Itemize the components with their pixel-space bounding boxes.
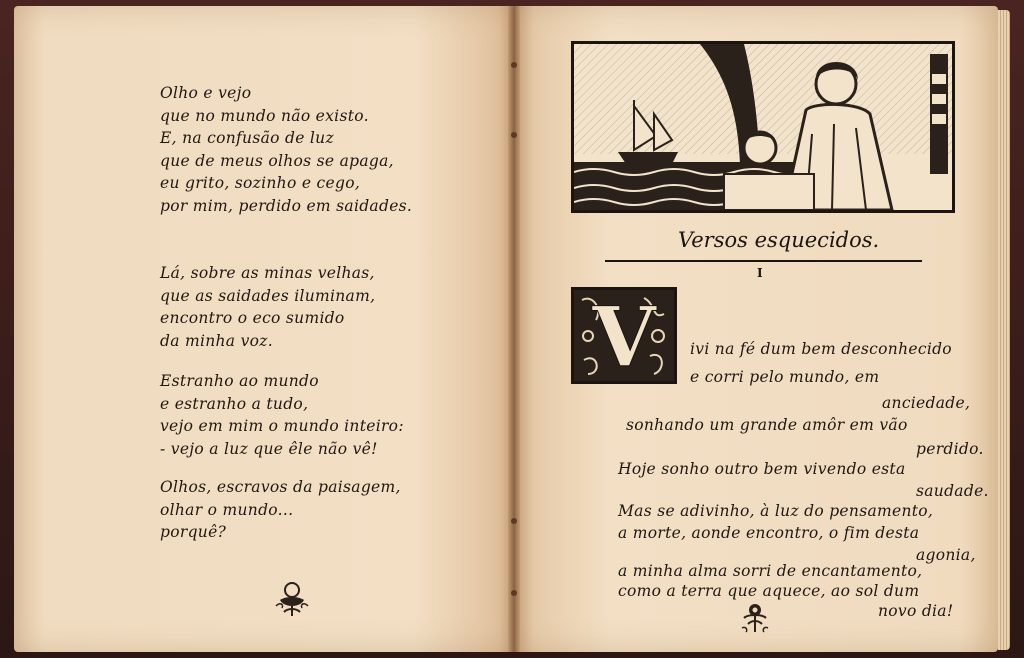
flower-ornament-icon xyxy=(738,600,772,636)
binding-stitch xyxy=(511,590,517,596)
poem-line: agonia, xyxy=(916,546,976,564)
section-number: I xyxy=(757,266,763,280)
poem-line: Mas se adivinho, à luz do pensamento, xyxy=(618,502,934,520)
poem-line: da minha voz. xyxy=(160,331,273,350)
poem-line: olhar o mundo... xyxy=(160,500,294,519)
poem-line: porquê? xyxy=(160,523,227,541)
poem-line: Hoje sonho outro bem vivendo esta xyxy=(618,460,906,478)
stanza-1 xyxy=(160,82,412,217)
poem-line: como a terra que aquece, ao sol dum xyxy=(618,582,920,600)
book-gutter xyxy=(508,6,520,652)
poem-line: a minha alma sorri de encantamento, xyxy=(618,562,923,580)
woodcut-illustration xyxy=(571,41,955,213)
poem-line: que no mundo não existo. xyxy=(160,106,369,125)
poem-line: novo dia! xyxy=(878,602,954,620)
poem-line: e corri pelo mundo, em xyxy=(690,368,880,386)
poem-line: que as saidades iluminam, xyxy=(160,286,376,305)
binding-stitch xyxy=(511,62,517,68)
page-title: Versos esquecidos. xyxy=(678,228,880,252)
poem-line: por mim, perdido em saidades. xyxy=(160,196,413,215)
poem-line: vejo em mim o mundo inteiro: xyxy=(160,417,404,435)
page-edges xyxy=(998,10,1010,650)
poem-line: Lá, sobre as minas velhas, xyxy=(160,264,375,282)
drop-cap-letter: V xyxy=(592,290,656,381)
poem-line: - vejo a luz que êle não vê! xyxy=(160,439,378,458)
stanza-2 xyxy=(160,262,375,352)
poem-line: encontro o eco sumido xyxy=(160,309,345,327)
poem-line: a morte, aonde encontro, o fim desta xyxy=(618,524,920,542)
binding-stitch xyxy=(511,518,517,524)
title-divider xyxy=(605,260,922,262)
poem-line: eu grito, sozinho e cego, xyxy=(160,174,361,192)
poem-line: Olho e vejo xyxy=(160,84,252,102)
poem-line: saudade. xyxy=(916,482,989,500)
binding-stitch xyxy=(511,132,517,138)
stanza-4 xyxy=(160,476,401,544)
stanza-3 xyxy=(160,370,404,460)
poem-line: ivi na fé dum bem desconhecido xyxy=(690,340,952,358)
poem-line: Olhos, escravos da paisagem, xyxy=(160,478,401,496)
poem-line: que de meus olhos se apaga, xyxy=(160,151,394,170)
poem-line: E, na confusão de luz xyxy=(160,129,334,147)
poem-line: Estranho ao mundo xyxy=(160,372,319,390)
poem-line: perdido. xyxy=(916,440,984,458)
flower-ornament-icon xyxy=(272,578,312,622)
drop-cap xyxy=(571,287,677,384)
poem-line: sonhando um grande amôr em vão xyxy=(626,416,908,434)
poem-line: anciedade, xyxy=(882,394,971,412)
poem-line: e estranho a tudo, xyxy=(160,394,309,413)
